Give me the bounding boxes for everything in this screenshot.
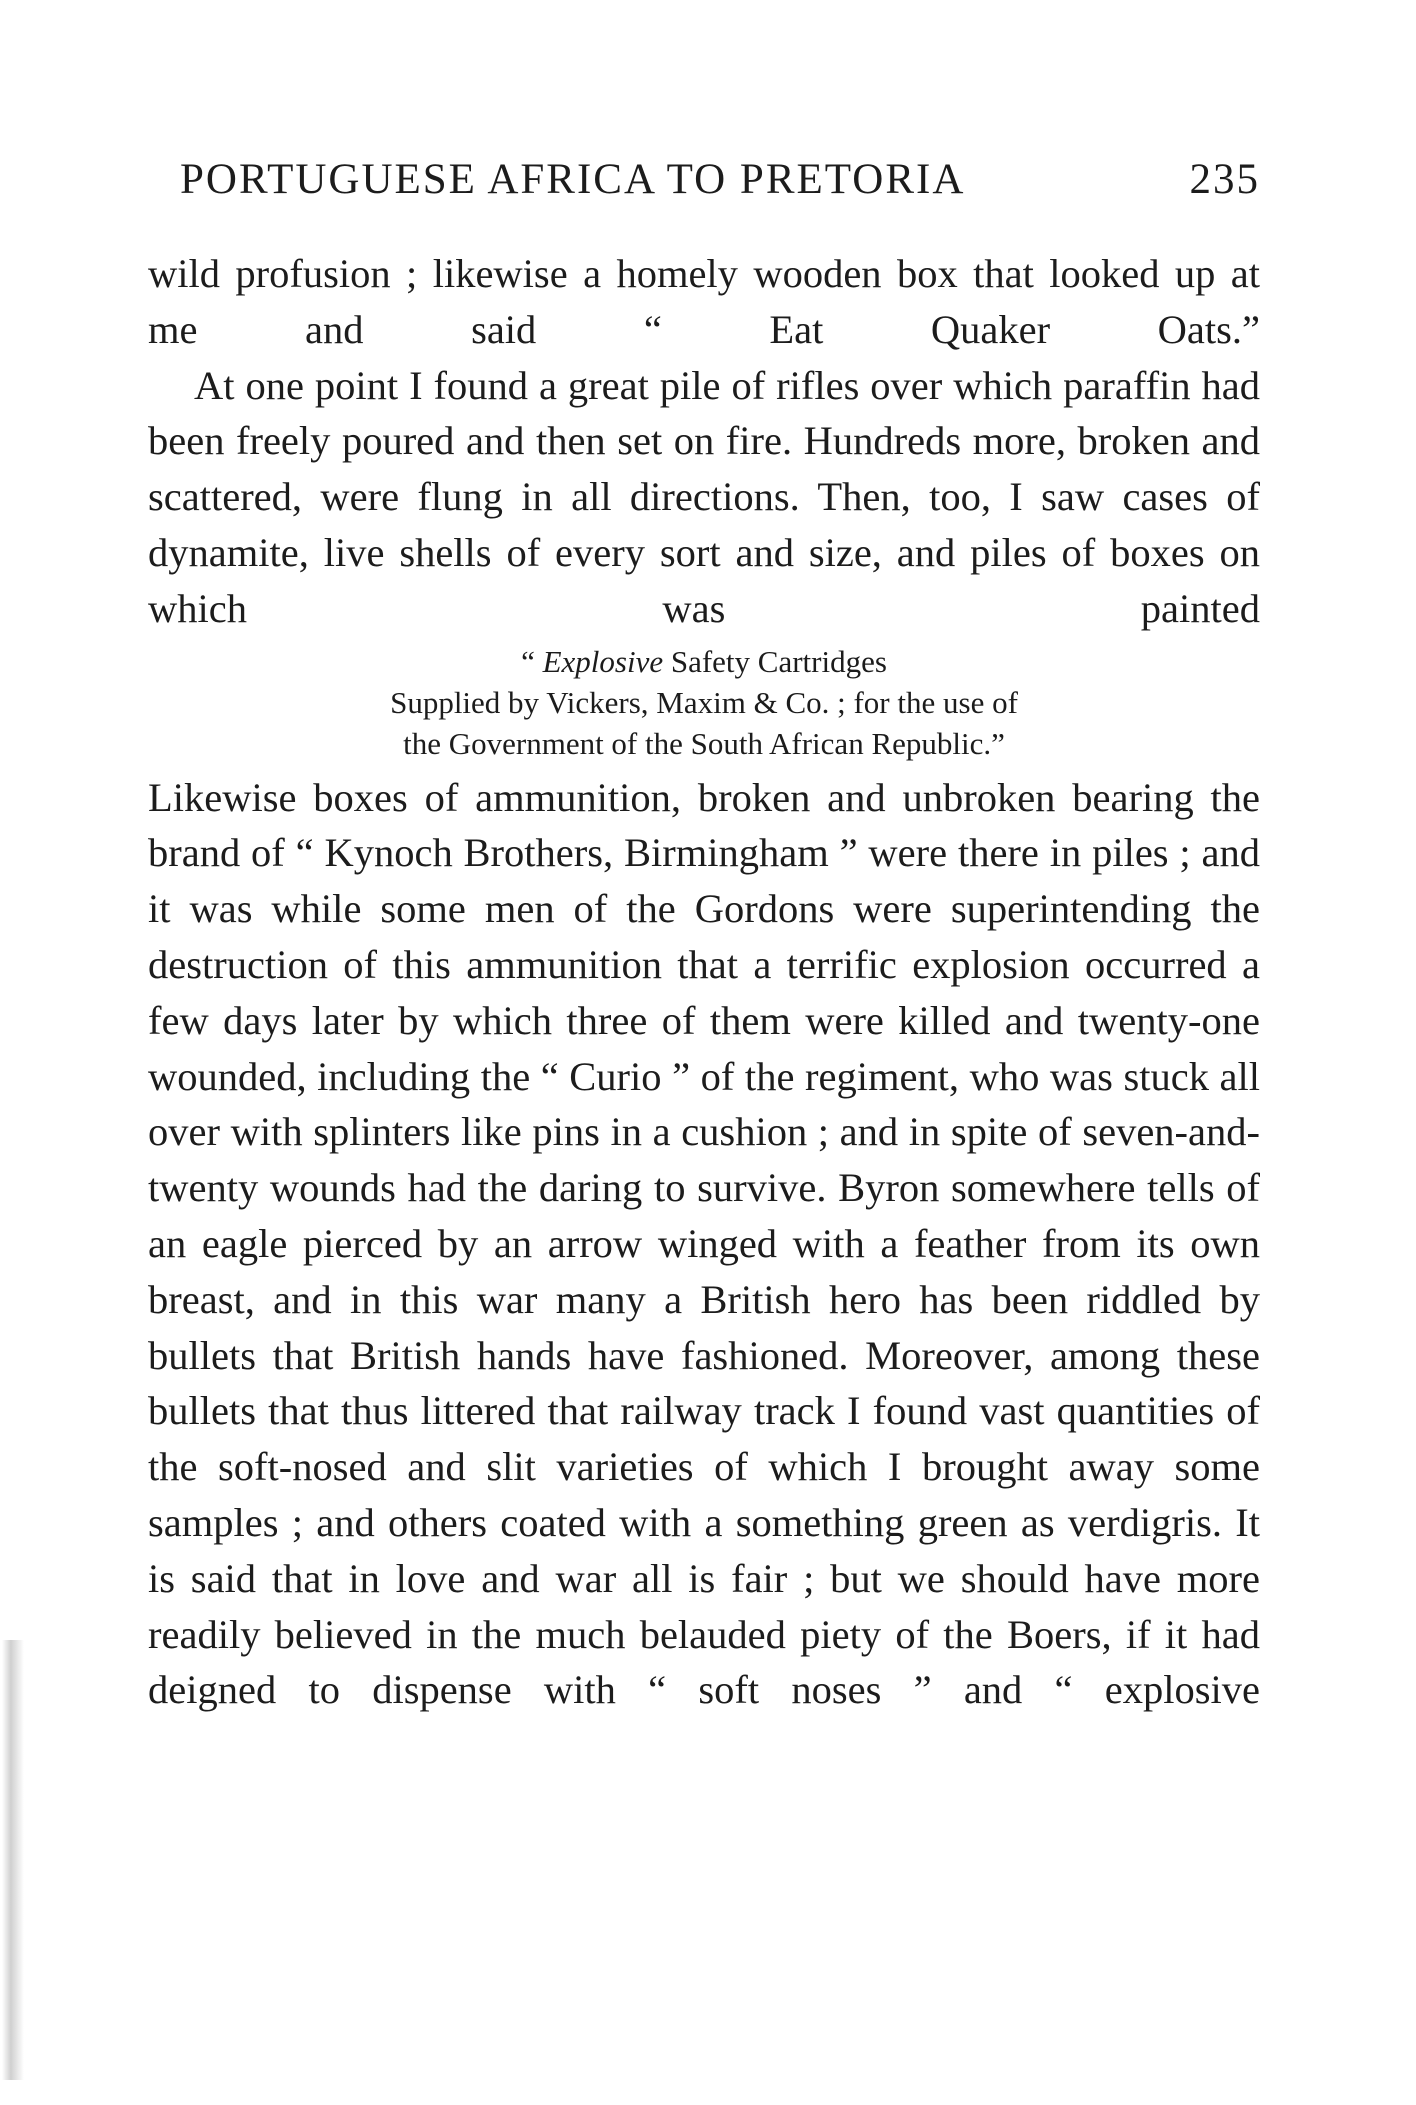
running-head [180, 155, 1260, 217]
quote-line-1 [148, 641, 1260, 682]
paragraph-ammunition: Likewise boxes of ammunition, broken and unbroken bearing the brand of “ Kynoch Brothers, Birmingham ” were there in piles ; and it was while some men of the Gordons were superintending the destruction of this ammunition that a terrific explosion occurred a few days later by which three of them were killed and twenty-one wounded, including the “ Curio ” of the regiment, who was stuck all over with splinters like pins in a cushion ; and in spite of seven-and-twenty wounds had the daring to survive. Byron somewhere tells of an eagle pierced by an arrow winged with a feather from its own breast, and in this war many a British hero has been riddled by bullets that British hands have fashioned. Moreover, among these bullets that thus littered that railway track I found vast quantities of the soft-nosed and slit varieties of which I brought away some samples ; and others coated with a something green as verdigris. It is said that in love and war all is fair ; but we should have more readily believed in the much belauded piety of the Boers, if it had deigned to dispense with “ soft noses ” and “ explosive [148, 774, 1260, 1713]
paragraph-rifles: At one point I found a great pile of rifles over which paraffin had been freely poured and then set on fire. Hundreds more, broken and scattered, were flung in all directions. Then, too, I saw cases of dynamite, live shells of every sort and size, and piles of boxes on which was painted [148, 362, 1260, 631]
paragraph-continuation: wild profusion ; likewise a homely wooden box that looked up at me and said “ Eat Quaker Oats.” [148, 251, 1260, 352]
scan-edge-shadow [2, 1640, 24, 2080]
body-text [148, 246, 1260, 1718]
quote-line-1-rest: Safety Cartridges [663, 643, 887, 679]
cartridge-label-quote [148, 641, 1260, 764]
quote-italic-word: Explosive [542, 643, 664, 679]
quote-open-mark: “ [521, 643, 543, 679]
running-title: PORTUGUESE AFRICA TO PRETORIA [180, 156, 966, 203]
page-number: 235 [1189, 156, 1260, 203]
quote-line-2: Supplied by Vickers, Maxim & Co. ; for the use of [390, 684, 1018, 720]
quote-line-3: the Government of the South African Republic.” [403, 725, 1005, 761]
